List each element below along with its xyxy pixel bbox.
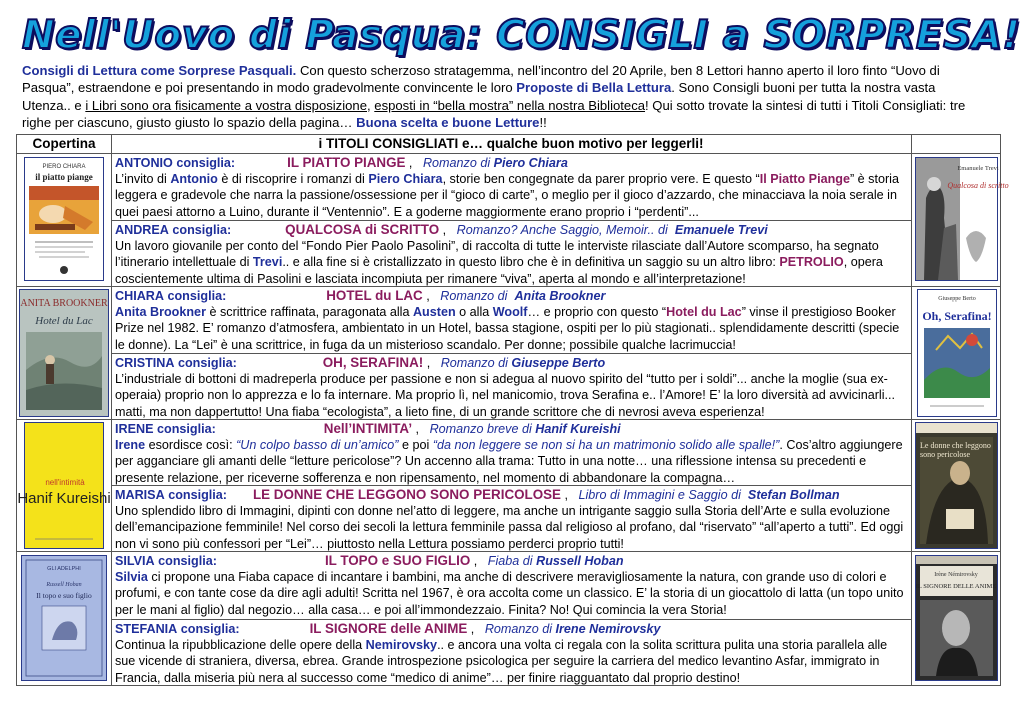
cover-il-piatto-piange [24, 157, 104, 281]
cover-title: Hotel du Lac [35, 315, 93, 327]
separator: , [439, 223, 447, 237]
cover-art [25, 158, 103, 280]
intro-paragraph [22, 62, 977, 132]
cover-author: Hanif Kureishi [17, 490, 111, 507]
entry-description: Anita Brookner è scrittrice raffinata, paragonata alla Austen o alla Woolf… e proprio con questo “Hotel du Lac” vinse il prestigioso Booker Prize nel 1982. E’ romanzo d’atmosfera, ambientato in un Hotel, bassa stagione, ospiti per lo più stagionati.. splendidamente descritti (specie le donne). La “Lei” è una scrittrice, in fuga da un misterioso scandalo. Per donne; possibile qualche lacrimuccia! [115, 305, 900, 352]
cover-art [916, 158, 1009, 280]
separator: , [422, 289, 430, 303]
consiglia-label: consiglia: [180, 622, 240, 636]
book-title: OH, SERAFINA! [322, 355, 424, 370]
entry-description: L’industriale di bottoni di madreperla produce per passione e non si adegua al nuovo spirito del “tutto per i soldi”... anche la moglie (sua ex-operaia) proprio non lo apprezza e lo fa internare. Ma proprio lì, nel manicomio, trova Serafina e.. l’Amore! E’ la loro diversità ad avvicinarli... matti, ma non dappertutto! Una fiaba “ecologista”, a lieto fine, di un grande scrittore che di nevrosi aveva esperienza! [115, 372, 896, 419]
reader-name: CRISTINA [115, 356, 175, 370]
entry-marisa [115, 487, 907, 552]
book-kind: Romanzo di [484, 622, 553, 636]
cover-title: Le donne che leggono sono pericolose [920, 441, 991, 459]
reader-name: SILVIA [115, 554, 155, 568]
cover-title: Il topo e suo figlio [36, 591, 92, 600]
book-title: QUALCOSA di SCRITTO [285, 222, 440, 237]
sub-row-divider [111, 353, 911, 354]
book-kind: Romanzo di [440, 356, 508, 370]
reader-name: IRENE [115, 422, 154, 436]
entry-stefania [115, 621, 907, 686]
cover-title: il piatto piange [35, 172, 93, 182]
consiglia-label: consiglia: [176, 156, 236, 170]
intro-text: ! Qui sotto trovate la sintesi di tutti i Titoli Consigliati: tre righe per ciascuno, giusto giusto lo spazio della pagina… [22, 97, 966, 131]
separator: , [470, 554, 478, 568]
consiglia-label: consiglia: [172, 223, 232, 237]
entry-description: L’invito di Antonio è di riscoprire i romanzi di Piero Chiara, storie ben congegnate da parer proprio vere. E questo “Il Piatto Piange” è storia leggera e gradevole che narra la passione/ossessione per il “gioco di carte”, o meglio per il gioco d’azzardo, che minacciava la noia serale in quei paesi attorno a Luino, durante il “Ventennio”. E a goderne maggiormente erano proprio i “perdenti”... [115, 172, 899, 219]
cover-art [916, 556, 997, 680]
separator: , [561, 488, 568, 502]
reader-name: STEFANIA [115, 622, 178, 636]
book-kind: Romanzo? Anche Saggio, Memoir.. di [456, 223, 668, 237]
cover-title: Oh, Serafina! [922, 309, 992, 323]
intro-text: Con questo scherzoso stratagemma, nell’incontro del 20 Aprile, ben 8 Lettori hanno aperto il loro finto “Uovo di Pasqua”, estraendone e poi presentando in modo gradevolmente convincente le loro [22, 63, 940, 96]
cover-title: IL SIGNORE DELLE ANIME [915, 583, 997, 590]
book-author: Piero Chiara [493, 156, 568, 170]
separator: , [412, 422, 420, 436]
cover-qualcosa-di-scritto [915, 157, 1009, 281]
book-author: Giuseppe Berto [511, 356, 606, 370]
cover-author: Emanuele Trevi [957, 165, 999, 172]
book-author: Irene Nemirovsky [555, 622, 661, 636]
separator: , [423, 356, 431, 370]
cover-il-topo-e-suo-figlio [21, 555, 107, 681]
cover-author: PIERO CHIARA [42, 164, 86, 170]
cover-art [20, 290, 108, 416]
cover-author: ANITA BROOKNER [20, 298, 108, 309]
row-divider [17, 153, 1000, 154]
book-author: Stefan Bollman [747, 488, 840, 502]
entry-description: Uno splendido libro di Immagini, dipinti con donne nel’atto di leggere, ma anche un intrigante saggio sulla Storia dell’Arte e sulla evoluzione dell’emancipazione femminile! Nel corso dei secoli la lettura femminile passa dal religioso al profano, dal “riservato” “all’aperto a tutti”. Ed oggi non vi sono più confessori per “Lei”… piuttosto nella Lettura possiamo perderci proprio tutti! [115, 504, 904, 551]
entry-description: Irene esordisce così: “Un colpo basso di un’amico” e poi “da non leggere se non si ha un matrimonio solido alle spalle!”. Cos’altro aggiungere per agganciare gli amanti delle “letture pericolose”? Un accenno alla trama: Tutto in una notte… una riflessione intensa su precedenti e presente relazione, per riceverne sofferenza e non ripensamento, nel momento di abbandonare la compagna… [115, 438, 903, 485]
separator: , [467, 622, 475, 636]
book-kind: Romanzo breve di [429, 422, 532, 436]
book-author: Emanuele Trevi [674, 223, 768, 237]
book-kind: Romanzo di [422, 156, 491, 170]
entry-description: Silvia ci propone una Fiaba capace di incantare i bambini, ma anche di descrivere meravigliosamente la natura, con grande uso di colori e profumi, e con tante cose da dire agli adulti! Scritta nel 1967, è ora accolta come un classico. E’ la storia di un giocattolo di latta (un topo unito per le mani al figlio) dal negozio… alla casa… e poi all’immondezzaio. Finita? No! Qui comincia la vera Storia! [115, 570, 904, 617]
book-author: Anita Brookner [514, 289, 606, 303]
column-divider [911, 135, 912, 685]
book-kind: Libro di Immagini e Saggio di [578, 488, 741, 502]
cover-art [17, 423, 111, 548]
books-table [16, 134, 1009, 686]
entry-cristina [115, 355, 907, 420]
cover-title: Qualcosa di scritto [947, 181, 1009, 190]
cover-il-signore-delle-anime [915, 555, 998, 681]
book-title: IL SIGNORE delle ANIME [309, 621, 468, 636]
consiglia-label: consiglia: [167, 289, 227, 303]
cover-author: Giuseppe Berto [938, 296, 976, 302]
reader-name: ANDREA [115, 223, 169, 237]
entry-chiara [115, 288, 907, 353]
cover-le-donne-che-leggono [915, 422, 998, 549]
book-title: IL TOPO e SUO FIGLIO [324, 553, 471, 568]
consiglia-label: consiglia: [168, 488, 227, 502]
cover-title: nell'intimità [45, 478, 85, 487]
consiglia-label: consiglia: [177, 356, 237, 370]
intro-lead: Consigli di Lettura come Sorprese Pasquali. [22, 63, 297, 78]
book-kind: Fiaba di [487, 554, 533, 568]
intro-proposte: Proposte di Bella Lettura [516, 80, 672, 96]
page-title: Nell'Uovo di Pasqua: CONSIGLI a SORPRESA! [22, 13, 1021, 58]
book-title: LE DONNE CHE LEGGONO SONO PERICOLOSE [252, 487, 561, 502]
book-author: Russell Hoban [536, 554, 624, 568]
entry-description: Continua la ripubblicazione delle opere della Nemirovsky.. e ancora una volta ci regala con la solita scrittura pulita una storia parallela alle sue vicende di straniera, diversa, ebrea. Grande introspezione psicologica per seguire la carriera del medico levantino Asfar, immigrato in Francia, dalla miseria più nera al successo come “medico di anime”… per finire riagguantato dal proprio destino! [115, 638, 888, 685]
intro-text: . Sono Consigli buoni per tutta la nostra vasta Utenza.. e [22, 80, 936, 113]
sub-row-divider [111, 220, 911, 221]
separator: , [405, 156, 413, 170]
intro-text: !! [539, 115, 547, 131]
header-cover: Copertina [17, 135, 112, 153]
reader-name: CHIARA [115, 289, 164, 303]
intro-text: , [367, 97, 375, 113]
cover-art [22, 556, 106, 680]
book-author: Hanif Kureishi [535, 422, 621, 436]
intro-underlined: esposti in “bella mostra” nella nostra Biblioteca [374, 97, 646, 113]
consiglia-label: consiglia: [157, 422, 216, 436]
cover-series: GLI ADELPHI [47, 566, 81, 572]
entry-silvia [115, 553, 907, 618]
book-kind: Romanzo di [440, 289, 508, 303]
entry-description: Un lavoro giovanile per conto del “Fondo Pier Paolo Pasolini”, di raccolta di tutte le interviste rilasciate dall’Autore scomparso, ha segnato l’itinerario intellettuale di Trevi.. e alla fine si è cristallizzato in questo libro che è in definitiva un saggio su un altro libro: PETROLIO, opera coscientemente ultima di Pasolini e lasciata incompiuta per rimanere “viva”, aperta al mondo e all’interpretazione! [115, 239, 883, 286]
intro-underlined: i Libri sono ora fisicamente a vostra disposizione [85, 97, 367, 113]
reader-name: MARISA [115, 488, 165, 502]
cover-art [916, 423, 997, 548]
cover-oh-serafina [917, 289, 997, 417]
intro-closing: Buona scelta e buone Letture [356, 115, 540, 131]
book-title: IL PIATTO PIANGE [287, 155, 406, 170]
sub-row-divider [111, 619, 911, 620]
column-divider [111, 135, 112, 685]
reader-name: ANTONIO [115, 156, 173, 170]
book-title: Nell’INTIMITA’ [323, 421, 413, 436]
cover-art [918, 290, 996, 416]
cover-nell-intimita [17, 422, 111, 549]
header-titles: i TITOLI CONSIGLIATI e… qualche buon motivo per leggerli! [111, 135, 912, 153]
cover-hotel-du-lac [19, 289, 109, 417]
entry-andrea [115, 222, 907, 287]
entry-irene [115, 421, 907, 486]
book-title: HOTEL du LAC [326, 288, 423, 303]
cover-author: Irène Némirovsky [934, 572, 978, 578]
cover-author: Russell Hoban [46, 582, 82, 588]
consiglia-label: consiglia: [158, 554, 217, 568]
entry-antonio [115, 155, 907, 220]
